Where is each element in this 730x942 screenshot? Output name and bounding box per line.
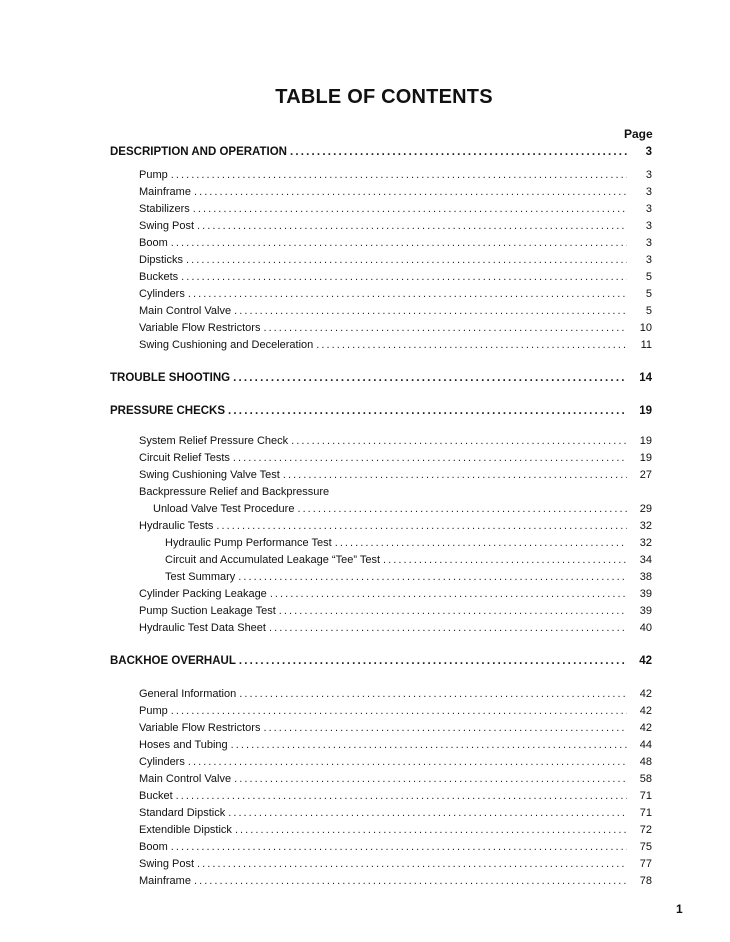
toc-entry-page: 3 [645,220,652,232]
dot-leader [181,270,627,284]
toc-entry-page: 5 [645,305,652,317]
dot-leader [188,755,627,769]
dot-leader [234,772,627,786]
toc-entry-label: Buckets [139,271,179,283]
toc-entry-label: Cylinders [139,288,185,300]
toc-entry-label: Pump Suction Leakage Test [139,605,276,617]
toc-entry-page: 29 [639,503,652,515]
toc-entry [139,772,652,786]
dot-leader [263,721,627,735]
dot-leader [197,857,627,871]
dot-leader [171,168,627,182]
toc-entry [139,434,652,448]
toc-entry-label: Swing Cushioning and Deceleration [139,339,314,351]
toc-entry-page: 42 [639,705,652,717]
toc-entry [139,621,652,635]
dot-leader [235,823,627,837]
toc-entry-page: 71 [639,807,652,819]
toc-entry-label: Unload Valve Test Procedure [153,503,295,515]
toc-entry-label: Cylinder Packing Leakage [139,588,267,600]
toc-entry-label: Stabilizers [139,203,190,215]
toc-entry [165,570,652,584]
toc-entry [139,721,652,735]
dot-leader [239,654,627,668]
toc-entry-page: 77 [639,858,652,870]
toc-entry [139,687,652,701]
dot-leader [194,874,627,888]
toc-entry [139,287,652,301]
toc-entry [139,468,652,482]
toc-entry-page: 11 [640,339,652,351]
toc-entry-label: Circuit Relief Tests [139,452,230,464]
toc-entry [139,738,652,752]
dot-leader [335,536,627,550]
dot-leader [290,145,627,159]
dot-leader [228,404,627,418]
toc-entry [139,253,652,267]
toc-entry [139,168,652,182]
toc-entry-page: 3 [645,203,652,215]
toc-entry-label: TROUBLE SHOOTING [110,372,231,384]
toc-entry-page: 42 [639,688,652,700]
toc-entry-page: 5 [645,288,652,300]
toc-entry-page: 19 [639,405,652,417]
toc-entry [139,806,652,820]
toc-entry [139,587,652,601]
toc-entry-label: Hoses and Tubing [139,739,228,751]
dot-leader [176,789,627,803]
toc-entry-label: Pump [139,705,168,717]
toc-entry-page: 44 [639,739,652,751]
toc-entry-page: 3 [645,254,652,266]
toc-entry-page: 27 [639,469,652,481]
toc-entry [165,536,652,550]
toc-entry-label: Bucket [139,790,173,802]
toc-entry-page: 38 [639,571,652,583]
dot-leader [234,304,627,318]
toc-entry-page: 14 [639,372,652,384]
toc-entry-label: PRESSURE CHECKS [110,405,226,417]
toc-entry-page: 39 [639,588,652,600]
toc-entry-label: Boom [139,841,168,853]
toc-entry-label: Variable Flow Restrictors [139,722,261,734]
dot-leader [228,806,627,820]
toc-entry-page: 10 [639,322,652,334]
toc-entry-label: Boom [139,237,168,249]
toc-entry-page: 3 [645,146,652,158]
toc-entry-label: Swing Post [139,220,195,232]
toc-entry-page: 19 [639,452,652,464]
toc-section [110,371,652,385]
toc-entry [139,236,652,250]
toc-entry-label: DESCRIPTION AND OPERATION [110,146,287,158]
dot-leader [216,519,627,533]
toc-entry-label: Cylinders [139,756,185,768]
toc-section [110,654,652,668]
toc-entry-page: 78 [639,875,652,887]
toc-entry [139,874,652,888]
page-title: TABLE OF CONTENTS [275,86,493,108]
toc-entry [139,270,652,284]
toc-entry-page: 3 [645,237,652,249]
toc-entry-page: 42 [639,722,652,734]
page-column-header: Page [624,127,653,141]
toc-entry-label: Hydraulic Pump Performance Test [165,537,332,549]
toc-entry-label: System Relief Pressure Check [139,435,289,447]
dot-leader [194,185,627,199]
toc-entry-label: Test Summary [165,571,236,583]
toc-entry-label: Extendible Dipstick [139,824,232,836]
dot-leader [263,321,627,335]
toc-entry-label: Mainframe [139,186,191,198]
toc-entry-page: 5 [645,271,652,283]
dot-leader [171,704,627,718]
toc-entry [139,338,652,352]
toc-entry-label: Pump [139,169,168,181]
toc-entry [153,502,652,516]
dot-leader [269,621,627,635]
page-number: 1 [676,902,683,916]
toc-entry-label: Variable Flow Restrictors [139,322,261,334]
dot-leader [270,587,627,601]
toc-entry-page: 48 [639,756,652,768]
toc-entry-label: BACKHOE OVERHAUL [110,655,236,667]
toc-entry-label: Standard Dipstick [139,807,226,819]
toc-entry [139,604,652,618]
toc-entry [139,840,652,854]
toc-entry [139,704,652,718]
toc-section [110,145,652,159]
toc-entry-label: Dipsticks [139,254,184,266]
dot-leader [188,287,627,301]
toc-entry-page: 71 [639,790,652,802]
toc-entry-label: Main Control Valve [139,305,232,317]
toc-entry [139,202,652,216]
dot-leader [239,687,627,701]
toc-entry [139,485,652,499]
dot-leader [238,570,627,584]
toc-entry [139,857,652,871]
toc-entry-label: Circuit and Accumulated Leakage “Tee” Test [165,554,381,566]
toc-entry-label: Main Control Valve [139,773,232,785]
toc-section [110,404,652,418]
dot-leader [233,371,627,385]
toc-entry-page: 32 [639,520,652,532]
dot-leader [297,502,627,516]
dot-leader [233,451,627,465]
dot-leader [279,604,627,618]
toc-entry-label: Mainframe [139,875,191,887]
toc-entry [165,553,652,567]
toc-entry-label: Hydraulic Test Data Sheet [139,622,266,634]
toc-entry-label: Swing Cushioning Valve Test [139,469,280,481]
dot-leader [197,219,627,233]
dot-leader [316,338,627,352]
toc-entry-page: 58 [639,773,652,785]
toc-entry-page: 3 [645,169,652,181]
toc-entry-page: 32 [639,537,652,549]
toc-entry [139,519,652,533]
toc-entry-page: 75 [639,841,652,853]
toc-entry-page: 40 [639,622,652,634]
toc-entry [139,451,652,465]
dot-leader [186,253,627,267]
toc-entry-label: General Information [139,688,237,700]
toc-entry-page: 72 [639,824,652,836]
dot-leader [291,434,627,448]
toc-entry-page: 39 [639,605,652,617]
toc-entry-page: 34 [639,554,652,566]
toc-entry [139,755,652,769]
toc-entry [139,304,652,318]
toc-entry-page: 19 [639,435,652,447]
toc-entry [139,321,652,335]
dot-leader [283,468,627,482]
dot-leader [383,553,627,567]
toc-entry-page: 3 [645,186,652,198]
toc-entry [139,185,652,199]
toc-entry [139,823,652,837]
toc-entry [139,219,652,233]
dot-leader [171,840,627,854]
dot-leader [171,236,627,250]
toc-entry-page: 42 [639,655,652,667]
dot-leader [193,202,627,216]
toc-entry-label: Backpressure Relief and Backpressure [139,486,330,498]
toc-entry-label: Hydraulic Tests [139,520,214,532]
dot-leader [231,738,627,752]
toc-entry-label: Swing Post [139,858,195,870]
toc-entry [139,789,652,803]
